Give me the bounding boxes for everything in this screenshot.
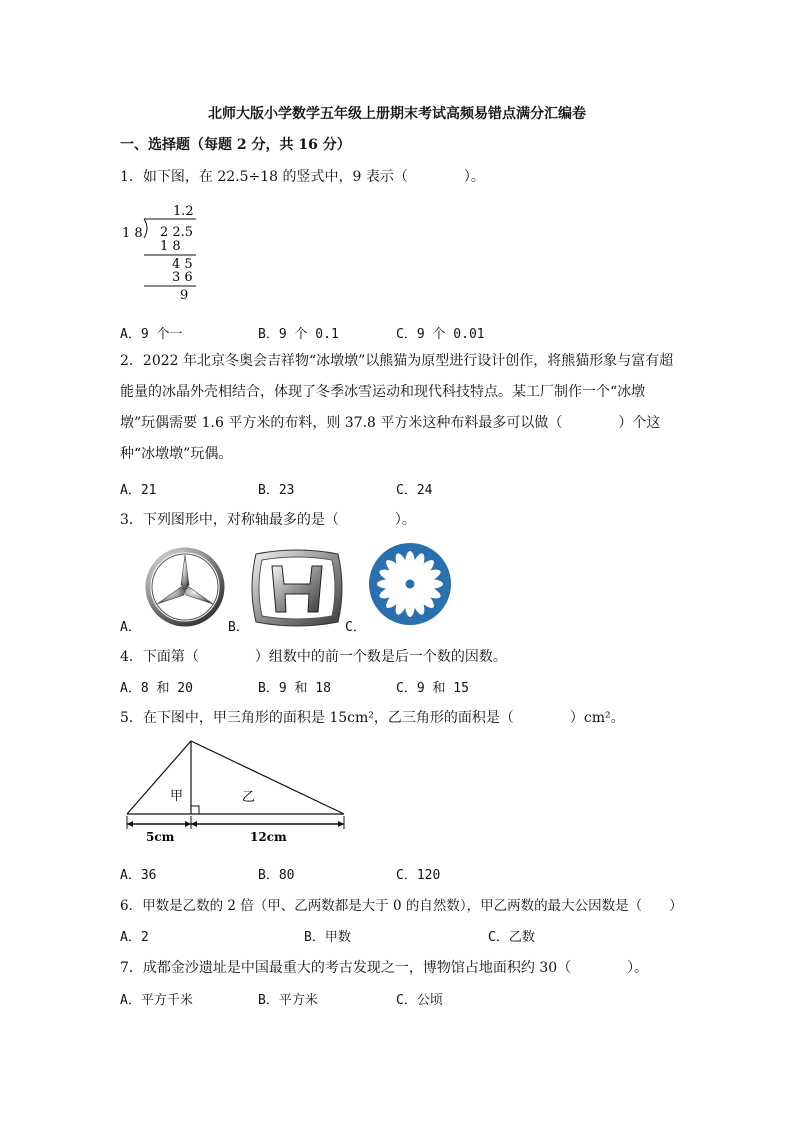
q1-option-c: C．9 个 0.01 bbox=[396, 327, 485, 342]
q3-option-c-label: C． bbox=[345, 620, 366, 635]
q2-option-c: C．24 bbox=[396, 483, 433, 498]
division-quotient: 1.2 bbox=[173, 204, 194, 219]
q6-option-b: B．甲数 bbox=[304, 930, 351, 945]
q6-option-c: C．乙数 bbox=[488, 930, 535, 945]
question-6-stem: 6．甲数是乙数的 2 倍（甲、乙两数都是大于 0 的自然数），甲乙两数的最大公因数是（ ） bbox=[120, 898, 683, 914]
q2-option-a: A．21 bbox=[120, 483, 157, 498]
q4-option-c: C．9 和 15 bbox=[396, 681, 469, 696]
honda-logo-icon bbox=[248, 548, 346, 628]
q4-option-b: B．9 和 18 bbox=[258, 681, 331, 696]
question-7-stem: 7．成都金沙遗址是中国最重大的考古发现之一，博物馆占地面积约 30（ ）。 bbox=[120, 960, 649, 976]
q5-option-c: C．120 bbox=[396, 868, 441, 883]
q7-option-c: C．公顷 bbox=[396, 993, 443, 1008]
q6-option-a: A．2 bbox=[120, 930, 149, 945]
label-yi: 乙 bbox=[242, 790, 256, 805]
division-step-1: 1 8 bbox=[160, 239, 181, 254]
long-division-figure bbox=[120, 200, 210, 306]
q1-option-a: A．9 个一 bbox=[120, 327, 183, 342]
q7-option-b: B．平方米 bbox=[258, 993, 318, 1008]
division-remainder-2: 9 bbox=[180, 288, 189, 303]
q4-option-a: A．8 和 20 bbox=[120, 681, 193, 696]
label-12cm: 12cm bbox=[250, 830, 287, 844]
question-5-stem: 5．在下图中，甲三角形的面积是 15cm²，乙三角形的面积是（ ）cm²。 bbox=[120, 710, 625, 726]
division-dividend: 2 2.5 bbox=[160, 225, 194, 240]
division-step-2: 3 6 bbox=[172, 270, 193, 285]
mercedes-logo-icon bbox=[145, 547, 225, 627]
q2-option-b: B．23 bbox=[258, 483, 295, 498]
question-2-stem: 2．2022 年北京冬奥会吉祥物“冰墩墩”以熊猫为原型进行设计创作，将熊猫形象与富有超能量的冰晶外壳相结合，体现了冬季冰雪运动和现代科技特点。某工厂制作一个“冰墩墩”玩偶需要 1.6 平方米的布料，则 37.8 平方米这种布料最多可以做（ ）个这种“冰墩墩”玩偶。 bbox=[120, 353, 674, 462]
q3-option-a-label: A． bbox=[120, 620, 141, 635]
question-3-stem: 3．下列图形中，对称轴最多的是（ ）。 bbox=[120, 512, 416, 528]
triangle-figure bbox=[120, 735, 355, 847]
chrysanthemum-emblem-icon bbox=[368, 542, 452, 626]
question-4-stem: 4．下面第（ ）组数中的前一个数是后一个数的因数。 bbox=[120, 649, 507, 665]
label-jia: 甲 bbox=[170, 789, 184, 804]
document-title: 北师大版小学数学五年级上册期末考试高频易错点满分汇编卷 bbox=[208, 106, 586, 122]
q7-option-a: A．平方千米 bbox=[120, 993, 193, 1008]
division-divisor: 1 8 bbox=[122, 226, 143, 241]
section-heading: 一、选择题（每题 2 分，共 16 分） bbox=[120, 137, 351, 153]
label-5cm: 5cm bbox=[146, 830, 175, 844]
q3-option-b-label: B． bbox=[228, 620, 249, 635]
q5-option-a: A．36 bbox=[120, 868, 157, 883]
question-1-stem: 1．如下图，在 22.5÷18 的竖式中，9 表示（ ）。 bbox=[120, 169, 485, 185]
q1-option-b: B．9 个 0.1 bbox=[258, 327, 339, 342]
division-remainder-1: 4 5 bbox=[172, 257, 193, 272]
q5-option-b: B．80 bbox=[258, 868, 295, 883]
